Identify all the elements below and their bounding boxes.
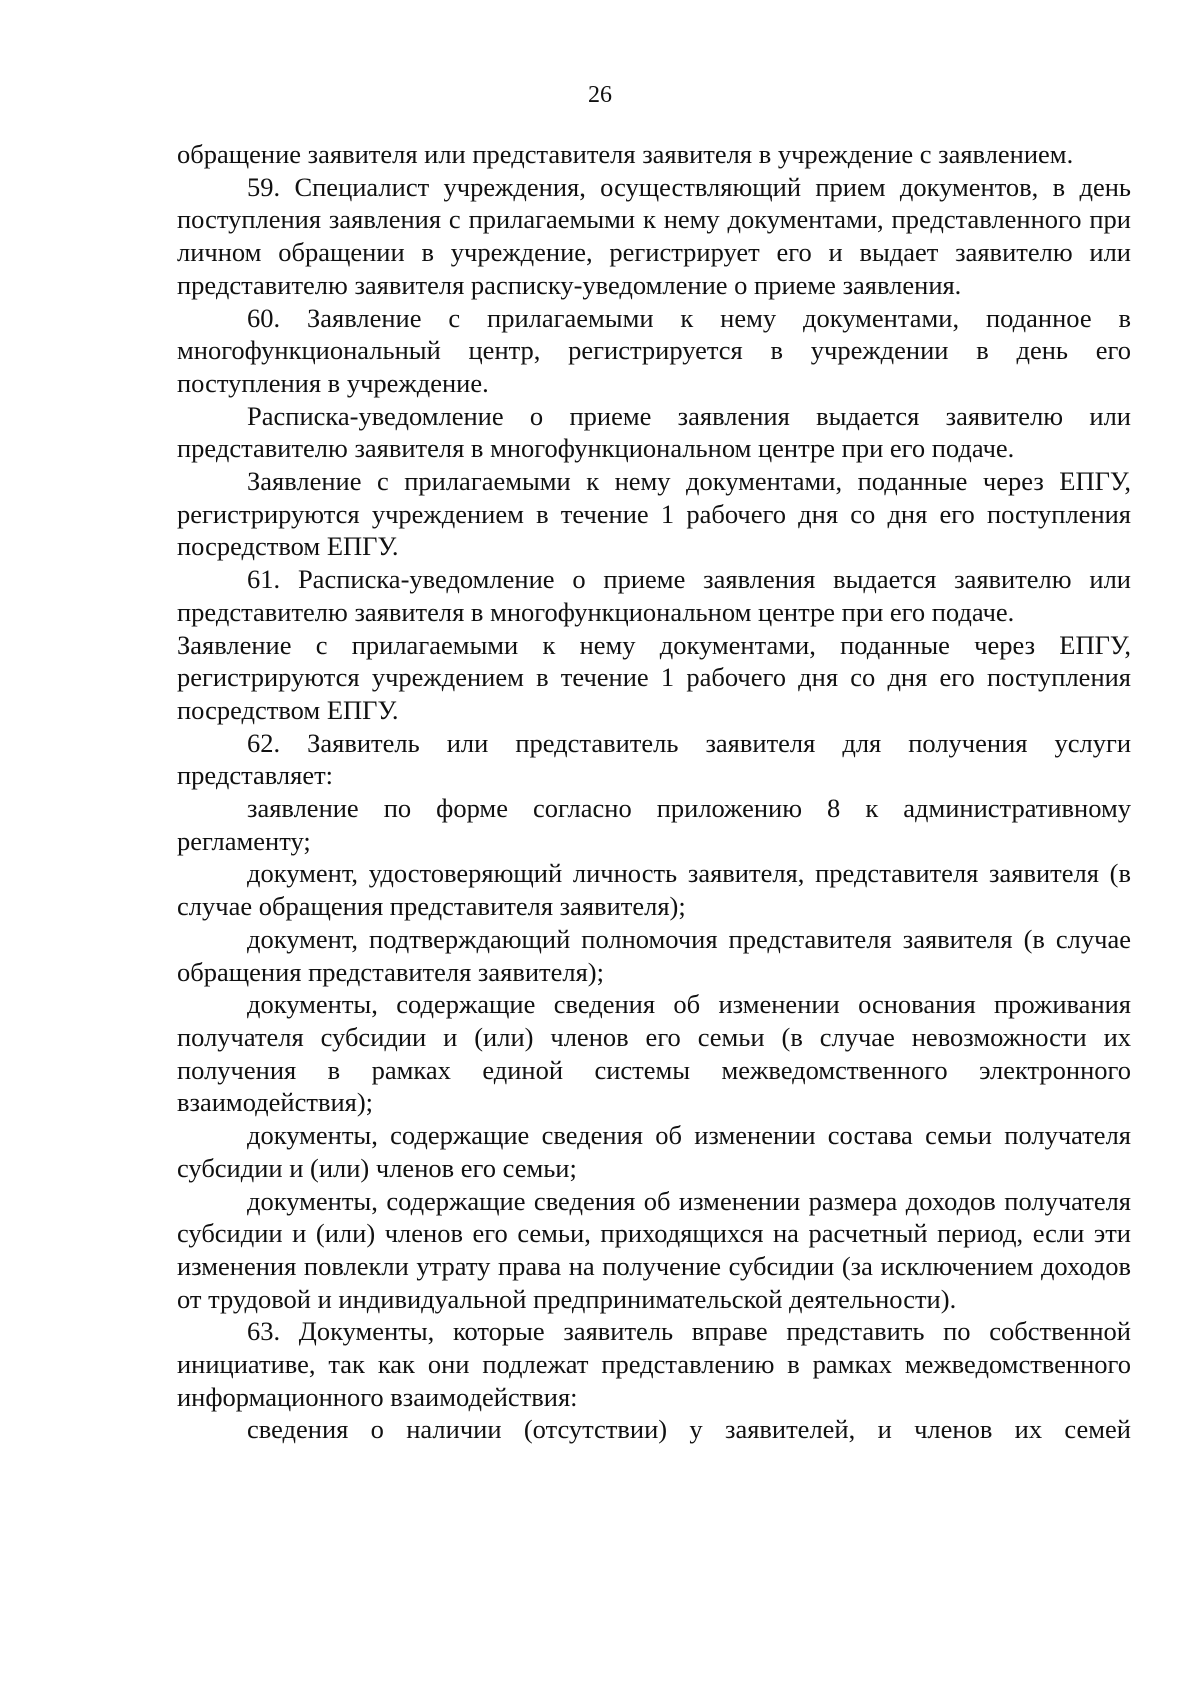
paragraph-62: 62. Заявитель или представитель заявителя для получения услуги представляет: bbox=[177, 727, 1131, 791]
paragraph-62-residence: документы, содержащие сведения об изменении основания проживания получателя субсидии и (или) членов его семьи (в случае невозможности их получения в рамках единой системы межведомственного электронного взаимодействия); bbox=[177, 989, 1131, 1118]
paragraph-62-authority: документ, подтверждающий полномочия представителя заявителя (в случае обращения представителя заявителя); bbox=[177, 923, 1131, 987]
paragraph-63: 63. Документы, которые заявитель вправе представить по собственной инициативе, так как они подлежат представлению в рамках межведомственного информационного взаимодействия: bbox=[177, 1316, 1131, 1412]
paragraph-62-family: документы, содержащие сведения об изменении состава семьи получателя субсидии и (или) членов его семьи; bbox=[177, 1120, 1131, 1183]
paragraph-61: 61. Расписка-уведомление о приеме заявления выдается заявителю или представителю заявителя в многофункциональном центре при его подаче. bbox=[177, 564, 1131, 627]
paragraph-62-application: заявление по форме согласно приложению 8 к административному регламенту; bbox=[177, 793, 1131, 856]
document-body bbox=[177, 138, 1131, 1446]
paragraph-60-epgu: Заявление с прилагаемыми к нему документами, поданные через ЕПГУ, регистрируются учреждением в течение 1 рабочего дня со дня его поступления посредством ЕПГУ. bbox=[177, 466, 1131, 562]
page-number: 26 bbox=[588, 82, 612, 108]
paragraph-63-info: сведения о наличии (отсутствии) у заявителей, и членов их семей bbox=[247, 1414, 1131, 1445]
paragraph-62-identity: документ, удостоверяющий личность заявителя, представителя заявителя (в случае обращения представителя заявителя); bbox=[177, 858, 1131, 922]
paragraph-61-epgu: Заявление с прилагаемыми к нему документами, поданные через ЕПГУ, регистрируются учреждением в течение 1 рабочего дня со дня его поступления посредством ЕПГУ. bbox=[177, 629, 1131, 725]
paragraph-60: 60. Заявление с прилагаемыми к нему документами, поданное в многофункциональный центр, регистрируется в учреждении в день его поступления в учреждение. bbox=[177, 302, 1131, 398]
paragraph-60-receipt: Расписка-уведомление о приеме заявления выдается заявителю или представителю заявителя в многофункциональном центре при его подаче. bbox=[177, 400, 1131, 464]
paragraph-continued: обращение заявителя или представителя заявителя в учреждение с заявлением. bbox=[177, 139, 1074, 169]
paragraph-62-income: документы, содержащие сведения об изменении размера доходов получателя субсидии и (или) членов его семьи, приходящихся на расчетный период, если эти изменения повлекли утрату права на получение субсидии (за исключением доходов от трудовой и индивидуальной предпринимательской деятельности). bbox=[177, 1185, 1131, 1314]
paragraph-59: 59. Специалист учреждения, осуществляющий прием документов, в день поступления заявления с прилагаемыми к нему документами, представленного при личном обращении в учреждение, регистрирует его и выдает заявителю или представителю заявителя расписку-уведомление о приеме заявления. bbox=[177, 171, 1131, 300]
